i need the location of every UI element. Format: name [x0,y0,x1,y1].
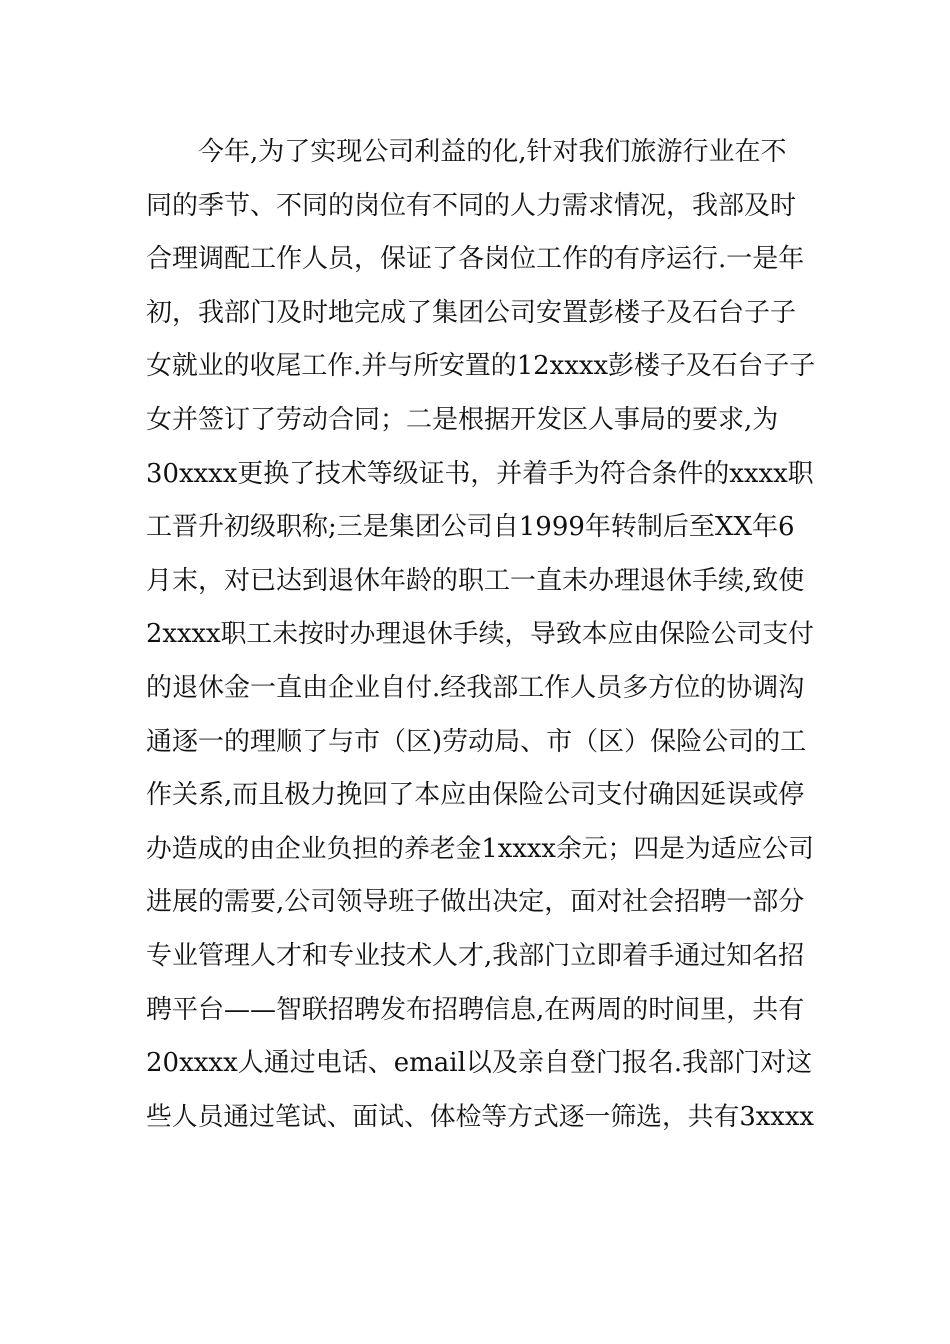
paragraph-line: 女就业的收尾工作.并与所安置的12xxxx彭楼子及石台子子 [146,351,816,382]
body-paragraph [146,126,816,1144]
paragraph-line: 30xxxx更换了技术等级证书，并着手为符合条件的xxxx职 [146,458,814,489]
paragraph-line: 的退休金一直由企业自付.经我部工作人员多方位的协调沟 [146,672,805,703]
paragraph-line: 工晋升初级职称;三是集团公司自1999年转制后至XX年6 [146,512,795,543]
paragraph-line: 进展的需要,公司领导班子做出决定，面对社会招聘一部分 [146,887,805,918]
paragraph-line: 作关系,而且极力挽回了本应由保险公司支付确因延误或停 [146,780,805,811]
paragraph-line: 通逐一的理顺了与市（区)劳动局、市（区）保险公司的工 [146,726,807,757]
paragraph-line: 初，我部门及时地完成了集团公司安置彭楼子及石台子子 [146,297,797,328]
paragraph-line: 些人员通过笔试、面试、体检等方式逐一筛选，共有3xxxx [146,1101,814,1132]
paragraph-line: 20xxxx人通过电话、email以及亲自登门报名.我部门对这 [146,1048,813,1079]
paragraph-line: 2xxxx职工未按时办理退休手续，导致本应由保险公司支付 [146,619,814,650]
paragraph-line: 合理调配工作人员，保证了各岗位工作的有序运行.一是年 [146,244,805,275]
paragraph-line: 专业管理人才和专业技术人才,我部门立即着手通过知名招 [146,940,805,971]
paragraph-line: 同的季节、不同的岗位有不同的人力需求情况，我部及时 [146,190,797,221]
paragraph-line: 月末，对已达到退休年龄的职工一直未办理退休手续,致使 [146,565,805,596]
paragraph-line: 聘平台——智联招聘发布招聘信息,在两周的时间里，共有 [146,994,805,1025]
paragraph-line: 女并签订了劳动合同；二是根据开发区人事局的要求,为 [146,404,779,435]
paragraph-line: 今年,为了实现公司利益的化,针对我们旅游行业在不 [198,137,787,167]
paragraph-line: 办造成的由企业负担的养老金1xxxx余元；四是为适应公司 [146,833,814,864]
